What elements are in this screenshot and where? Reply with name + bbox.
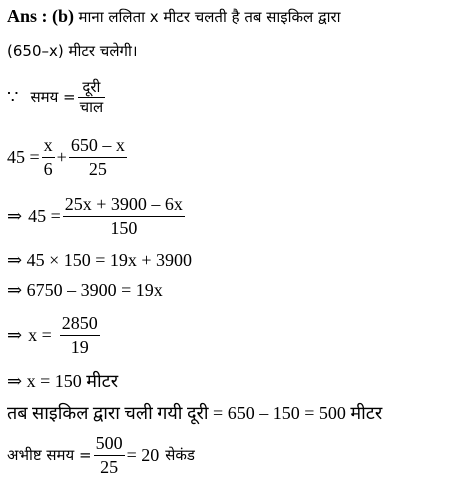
equation-line-1 <box>7 134 129 180</box>
answer-header-line <box>7 6 341 27</box>
fraction-2850-over-19 <box>60 312 100 358</box>
equation-line-4 <box>7 280 163 301</box>
time-label: समय = <box>30 88 76 107</box>
fraction-denominator: 19 <box>70 336 89 357</box>
fraction-numerator: 2850 <box>60 312 100 336</box>
required-time-result: = 20 <box>126 444 160 465</box>
fraction-denominator: चाल <box>79 97 104 116</box>
equation-text: ⇒ 45 × 150 = 19x + 3900 <box>7 250 193 270</box>
because-symbol: ∵ <box>7 86 19 107</box>
result-x-text: ⇒ x = 150 मीटर <box>7 371 119 391</box>
fraction-denominator: 6 <box>43 158 53 179</box>
equation-lhs: x = <box>28 324 52 345</box>
fraction-numerator: 500 <box>94 432 125 456</box>
equation-lhs: 45 = <box>28 205 61 226</box>
fraction-numerator: 650 – x <box>69 134 127 158</box>
result-x-line <box>7 369 118 393</box>
fraction-numerator: दूरी <box>78 78 106 98</box>
equation-lhs: 45 = <box>7 146 40 167</box>
fraction-500-over-25 <box>94 432 125 478</box>
equation-line-2 <box>7 193 187 239</box>
combined-fraction <box>63 193 185 239</box>
equation-line-3 <box>7 250 192 271</box>
seconds-unit: सेकंड <box>165 446 195 464</box>
required-time-label: अभीष्ट समय = <box>7 446 92 464</box>
fraction-numerator: x <box>42 134 55 158</box>
cycle-distance-line <box>7 401 382 425</box>
plus-sign: + <box>56 146 67 167</box>
time-formula-line <box>7 78 107 117</box>
equation-text: ⇒ 6750 – 3900 = 19x <box>7 280 163 300</box>
fraction-650-x-over-25 <box>69 134 127 180</box>
distance-over-speed-fraction <box>78 78 106 117</box>
fraction-x-over-6 <box>42 134 55 180</box>
required-time-line <box>7 432 195 478</box>
equation-line-5 <box>7 312 102 358</box>
fraction-numerator: 25x + 3900 – 6x <box>63 193 185 217</box>
intro-continuation-text: (650–x) मीटर चलेगी। <box>7 42 138 60</box>
implies-arrow: ⇒ <box>7 205 23 226</box>
implies-arrow: ⇒ <box>7 324 23 345</box>
cycle-distance-text: तब साइकिल द्वारा चली गयी दूरी = 650 – 150 = 500 मीटर <box>7 403 383 423</box>
intro-continuation <box>7 40 138 61</box>
fraction-denominator: 25 <box>100 456 119 477</box>
intro-text: माना ललिता x मीटर चलती है तब साइकिल द्वारा <box>78 8 341 26</box>
fraction-denominator: 25 <box>88 158 107 179</box>
answer-label: Ans : (b) <box>7 6 75 26</box>
fraction-denominator: 150 <box>110 217 138 238</box>
